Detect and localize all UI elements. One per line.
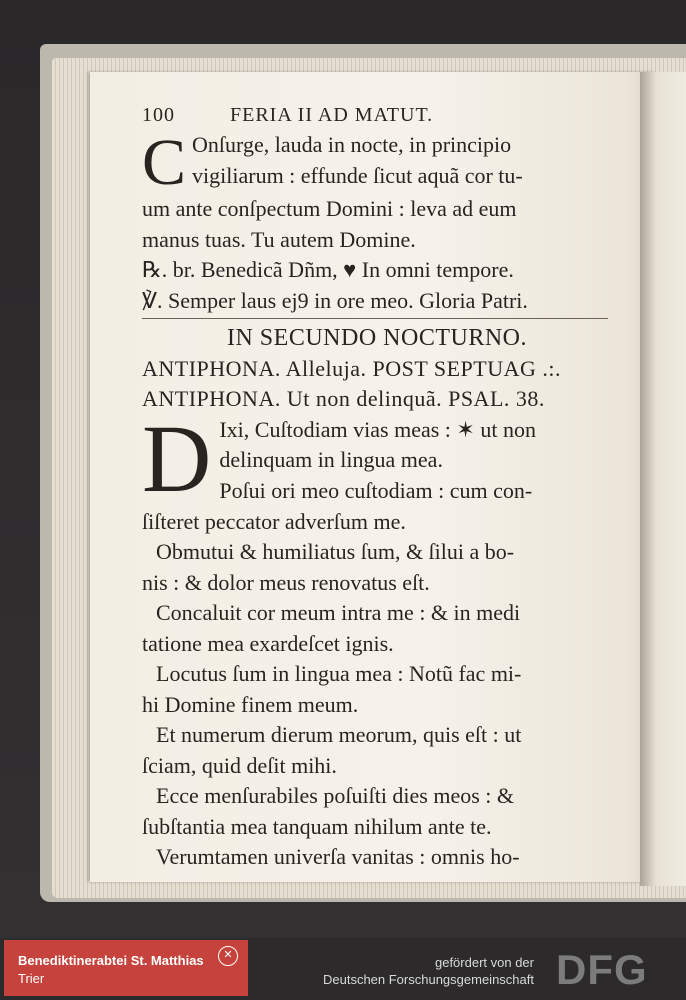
institution-badge[interactable]	[4, 940, 248, 996]
page-text	[142, 100, 612, 873]
institution-city: Trier	[18, 971, 45, 986]
dfg-logo[interactable]: DFG	[556, 946, 648, 993]
antiphon-line: ANTIPHONA. Ut non delinquã. PSAL. 38.	[142, 386, 545, 411]
text-line: manus tuas. Tu autem Domine.	[142, 226, 416, 252]
psalm-line: Locutus ſum in lingua mea : Notũ fac mi-	[156, 661, 522, 686]
funder-line-1: gefördert von der	[434, 955, 534, 970]
running-header	[142, 100, 612, 130]
psalm-line: ſciam, quid deſit mihi.	[142, 752, 337, 778]
psalm-line: ſiſteret peccator adverſum me.	[142, 508, 406, 534]
psalm-line: hi Domine finem meum.	[142, 691, 359, 717]
psalm-line: nis : & dolor meus renovatus eſt.	[142, 569, 430, 595]
psalm-opening	[142, 404, 612, 512]
psalm-line: Obmutui & humiliatus ſum, & ſilui a bo-	[156, 539, 515, 564]
responsory-line: ℞. br. Benedicã Dñm, ♥ In omni tempore.	[142, 257, 514, 282]
funder-line-2: Deutschen Forschungsgemeinschaft	[322, 972, 534, 987]
drop-cap-c: C	[142, 126, 187, 199]
psalm-line: Concaluit cor meum intra me : & in medi	[156, 600, 521, 625]
institution-name: Benediktinerabtei St. Matthias	[18, 953, 204, 968]
section-title: IN SECUNDO NOCTURNO.	[226, 325, 527, 351]
drop-cap-d: D	[142, 404, 212, 512]
psalm-line: ſubſtantia mea tanquam nihilum ante te.	[142, 813, 492, 839]
running-head-title: FERIA II AD MATUT.	[230, 104, 434, 126]
psalm-line: Et numerum dierum meorum, quis eſt : ut	[156, 722, 522, 747]
institution-logo-icon: ✕	[218, 946, 238, 966]
psalm-line: Verumtamen univerſa vanitas : omnis ho-	[156, 844, 520, 869]
lesson-block	[142, 126, 612, 199]
psalm-line: tatione mea exardeſcet ignis.	[142, 630, 394, 656]
versicle-line: ℣. Semper laus ej9 in ore meo. Gloria Patri.	[142, 287, 528, 313]
psalm-verses	[142, 507, 612, 873]
text-line: Poſui ori meo cuſtodiam : cum con-	[219, 477, 533, 503]
antiphon-line: ANTIPHONA. Alleluja. POST SEPTUAG .:.	[142, 355, 562, 381]
facing-page-edge	[640, 72, 686, 886]
page-number: 100	[142, 104, 175, 126]
text-line: vigiliarum : effunde ſicut aquã cor tu-	[192, 162, 523, 188]
text-line: um ante conſpectum Domini : leva ad eum	[142, 196, 517, 221]
funder-credit	[323, 954, 534, 988]
divider-rule	[142, 318, 608, 319]
psalm-line: Ecce menſurabiles poſuiſti dies meos : &	[156, 783, 515, 808]
text-line: Onſurge, lauda in nocte, in principio	[192, 132, 512, 157]
text-line: Ixi, Cuſtodiam vias meas : ✶ ut non	[219, 416, 536, 442]
text-line: delinquam in lingua mea.	[219, 447, 443, 472]
